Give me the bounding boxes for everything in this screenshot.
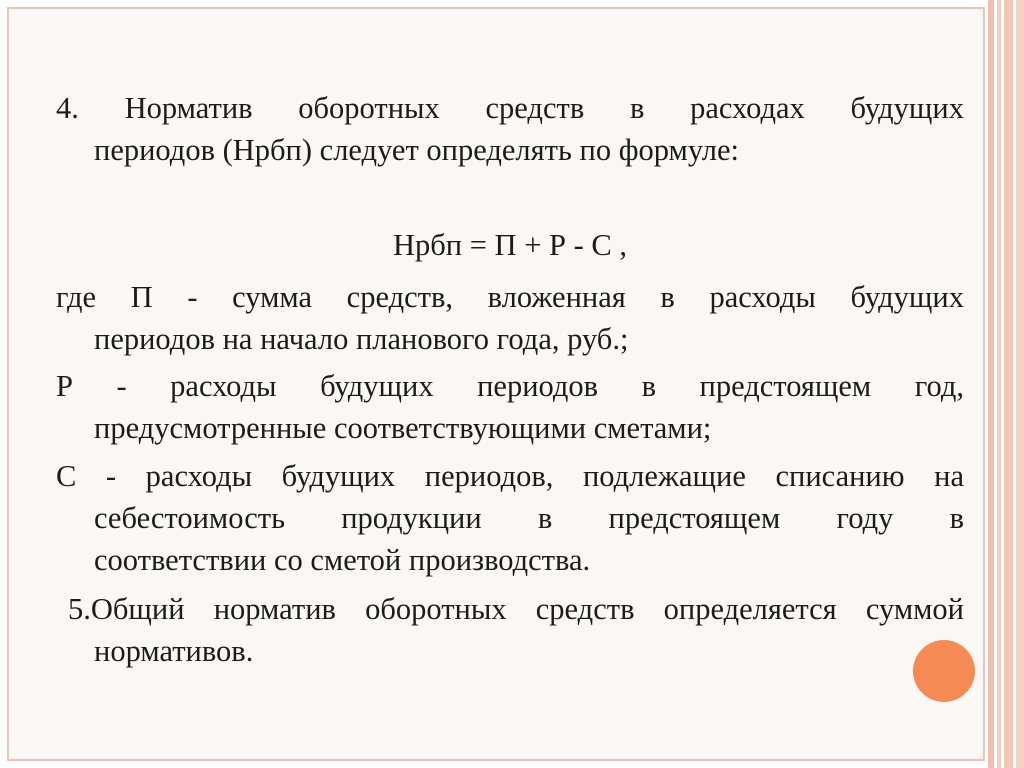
- paragraph-definition-c: [56, 455, 964, 581]
- text-line: где П - сумма средств, вложенная в расходы будущих: [56, 280, 964, 314]
- paragraph-where-p: [56, 276, 964, 360]
- formula-text: Нрбп = П + Р - С ,: [392, 228, 627, 262]
- text-line: Р - расходы будущих периодов в предстоящем год,: [56, 369, 964, 403]
- paragraph-definition-r: [56, 365, 964, 449]
- text-line: 5.Общий норматив оборотных средств определяется суммой: [68, 592, 964, 626]
- text-line: себестоимость продукции в предстоящем году в: [94, 501, 964, 535]
- text-line: соответствии со сметой производства.: [94, 543, 591, 577]
- text-line: нормативов.: [94, 634, 254, 668]
- decorative-circle: [913, 640, 975, 702]
- text-line: периодов (Нрбп) следует определять по формуле:: [94, 133, 739, 167]
- text-line: предусмотренные соответствующими сметами;: [94, 411, 712, 445]
- text-line: С - расходы будущих периодов, подлежащие списанию на: [56, 459, 964, 493]
- paragraph-item-4: [56, 87, 964, 171]
- text-line: периодов на начало планового года, руб.;: [94, 322, 629, 356]
- paragraph-item-5: [68, 588, 964, 672]
- formula: [0, 224, 1024, 266]
- text-line: 4. Норматив оборотных средств в расходах будущих: [56, 91, 964, 125]
